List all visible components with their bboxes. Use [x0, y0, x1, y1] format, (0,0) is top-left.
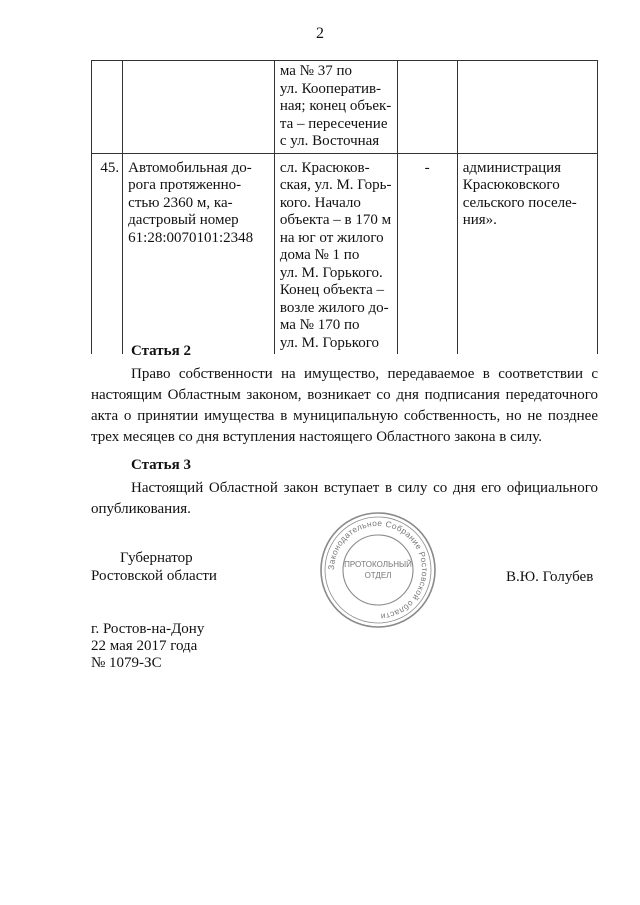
object-name-cell: Автомобильная до- рога протяженно- стью 2360 м, ка- дастровый номер 61:28:0070101:2348	[123, 153, 275, 354]
owner-cell: администрация Красюковского сельского поселе- ния».	[457, 153, 597, 354]
place-city: г. Ростов-на-Дону	[91, 621, 205, 637]
svg-text:Законодательное Собрание Росто	[326, 518, 430, 622]
property-table	[91, 60, 598, 354]
article-2-text	[91, 364, 598, 448]
place-date-block	[91, 621, 204, 672]
stamp-center-line2: ОТДЕЛ	[364, 571, 392, 580]
article-3-body: Настоящий Областной закон вступает в силу со дня его официального опубликования.	[91, 480, 598, 517]
signer-name: В.Ю. Голубев	[506, 569, 594, 585]
stamp-ring-text: Законодательное Собрание Ростовской области	[325, 517, 431, 622]
official-stamp	[318, 510, 438, 630]
row-number-cell	[92, 61, 123, 154]
law-number: № 1079-ЗС	[91, 655, 162, 671]
law-date: 22 мая 2017 года	[91, 638, 198, 654]
location-cell: ма № 37 по ул. Кооператив- ная; конец объек- та – пересечение с ул. Восточная	[274, 61, 398, 154]
page-number: 2	[316, 25, 324, 42]
article-3-heading: Статья 3	[131, 457, 191, 473]
row-number-cell: 45.	[92, 153, 123, 354]
stamp-center-line1: ПРОТОКОЛЬНЫЙ	[344, 560, 412, 569]
area-cell	[398, 61, 457, 154]
owner-cell	[457, 61, 597, 154]
object-name-cell	[123, 61, 275, 154]
table-row	[92, 153, 598, 354]
governor-title: Губернатор	[120, 550, 193, 566]
table-row	[92, 61, 598, 154]
governor-region: Ростовской области	[91, 568, 217, 584]
article-2-body: Право собственности на имущество, передаваемое в соответствии с настоящим Областным законом, возникает со дня подписания передаточного акта о принятии имущества в муниципальную собственность, но не позднее трех месяцев со дня вступления настоящего Областного закона в силу.	[91, 366, 598, 445]
area-cell: -	[398, 153, 457, 354]
article-2-heading: Статья 2	[131, 343, 191, 359]
location-cell: сл. Красюков- ская, ул. М. Горь- кого. Начало объекта – в 170 м на юг от жилого дома № 1 по ул. М. Горького. Конец объекта – возле жилого до- ма № 170 по ул. М. Горького	[274, 153, 398, 354]
